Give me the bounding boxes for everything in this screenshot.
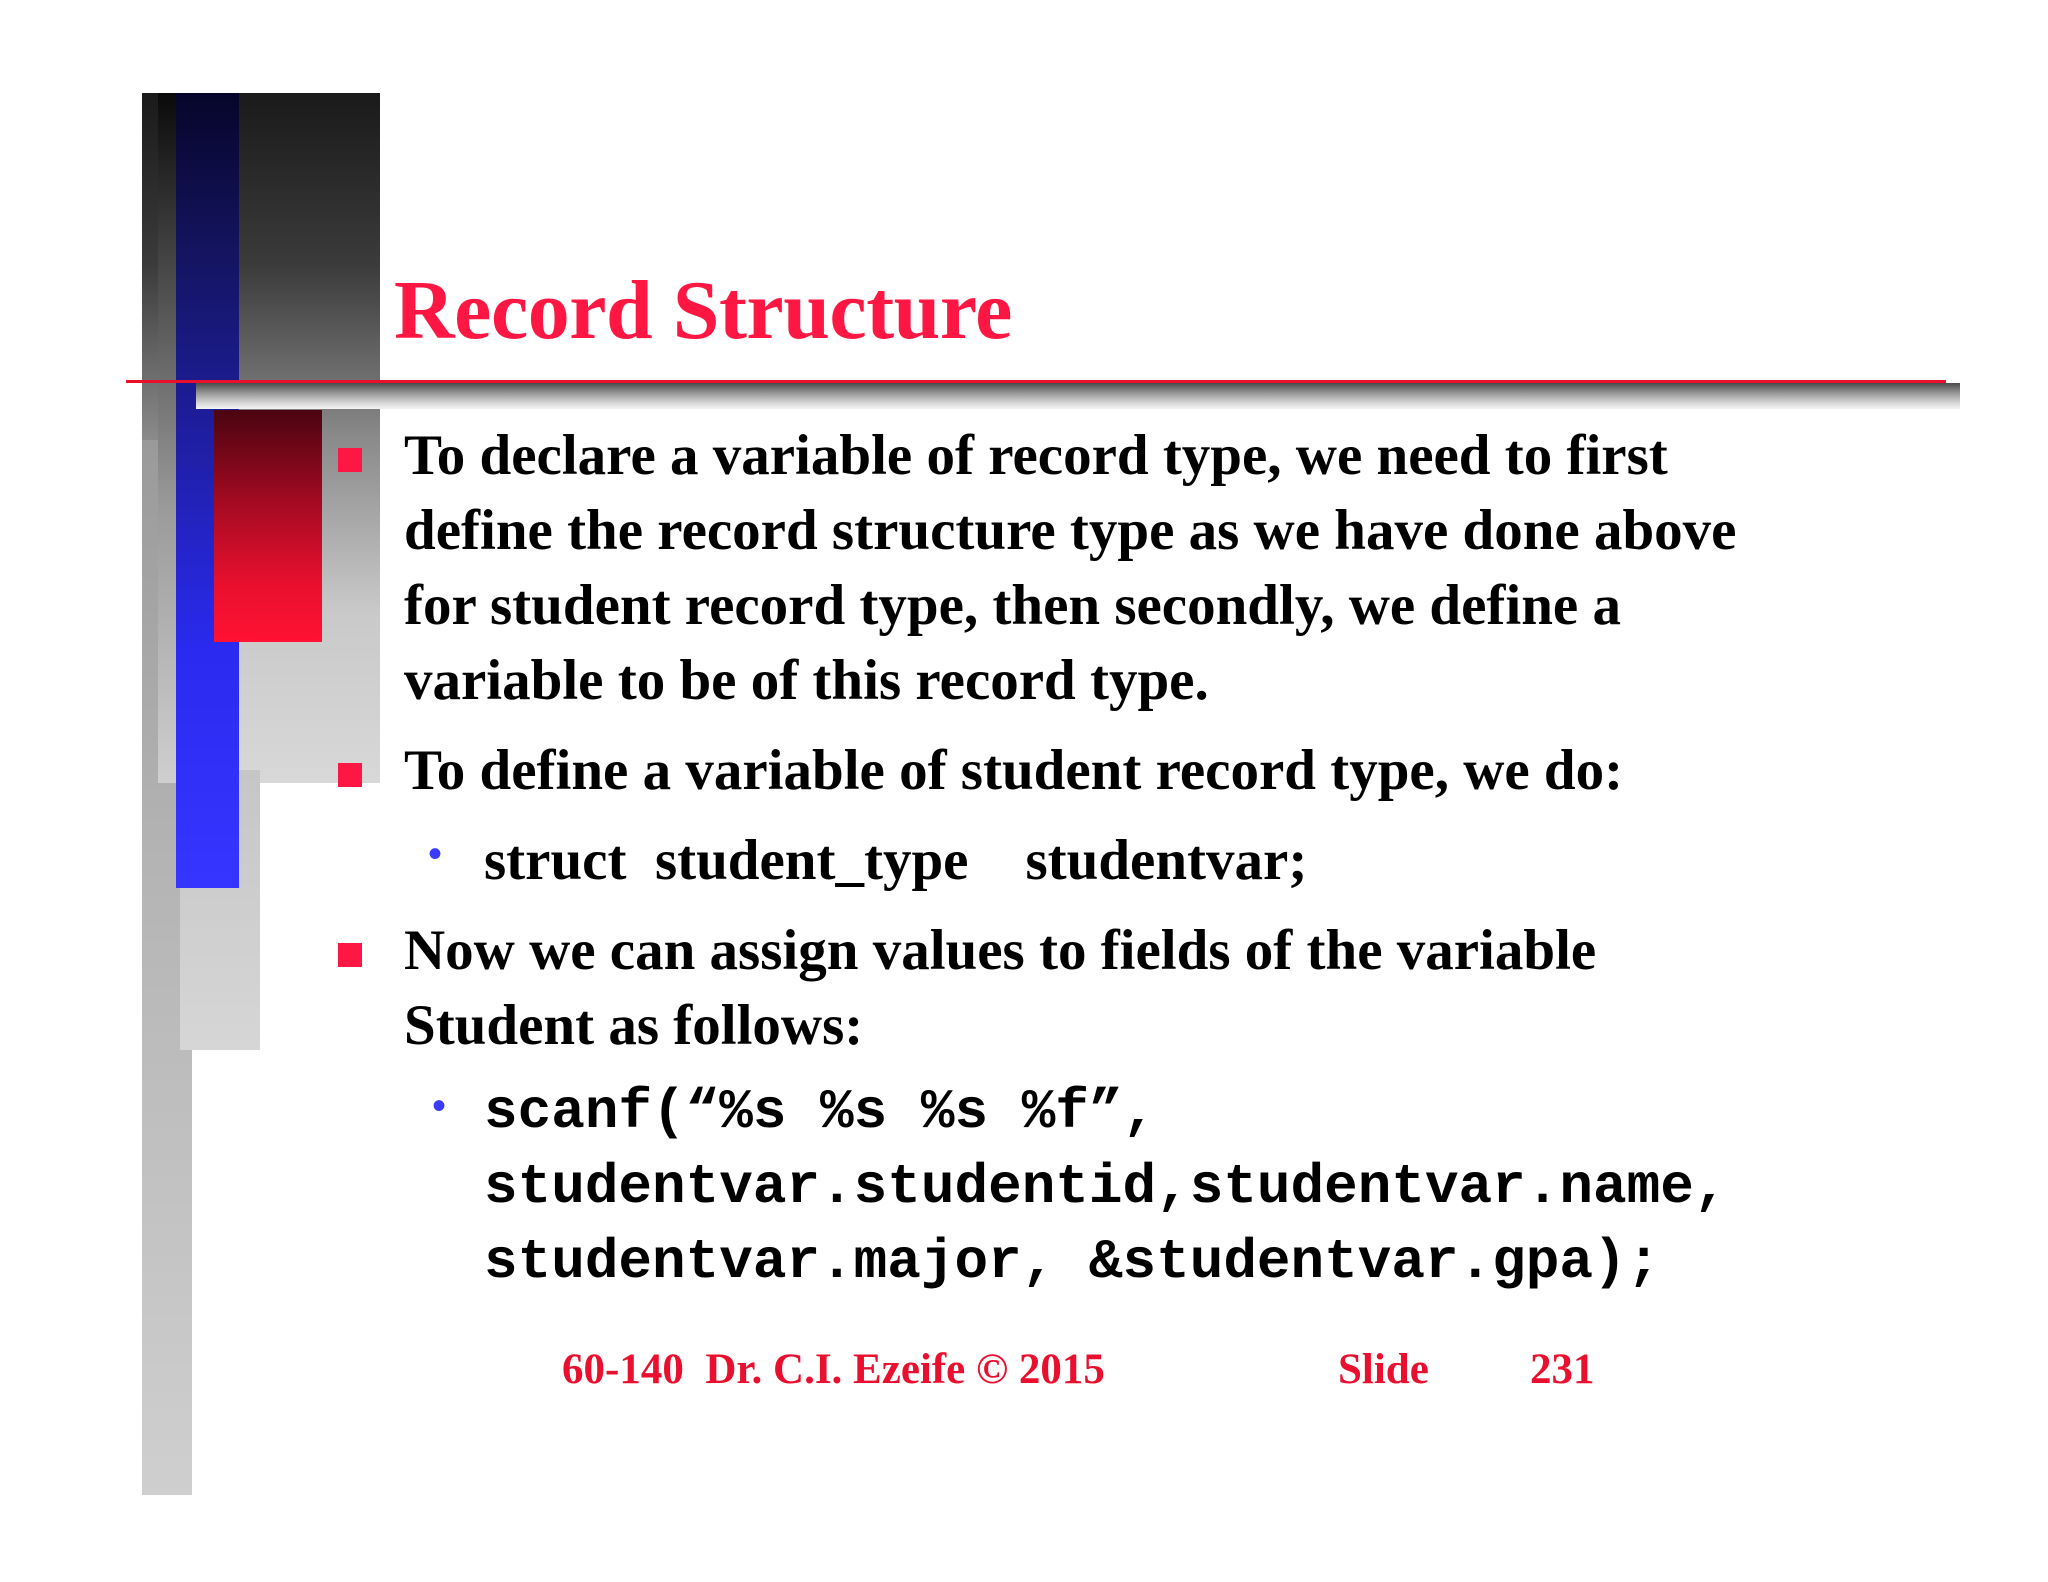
title-underline xyxy=(126,380,1946,383)
title-underline-shadow xyxy=(196,383,1960,409)
decor-dark-stripe xyxy=(158,93,176,783)
slide-title: Record Structure xyxy=(394,264,1012,357)
bullet-square-icon xyxy=(338,448,362,472)
bullet-1-line-2: define the record structure type as we have done above xyxy=(404,499,1737,562)
bullet-1-line-1: To declare a variable of record type, we need to first xyxy=(404,424,1668,487)
bullet-2-line-1: To define a variable of student record type, we do: xyxy=(404,739,1624,802)
decor-red-block xyxy=(214,410,322,642)
bullet-square-icon xyxy=(338,943,362,967)
footer-course: 60-140 Dr. C.I. Ezeife © 2015 xyxy=(562,1346,1105,1393)
bullet-1-line-3: for student record type, then secondly, we define a xyxy=(404,574,1621,637)
bullet-3-line-1: Now we can assign values to fields of the variable xyxy=(404,919,1597,982)
footer-slide-label: Slide xyxy=(1338,1346,1429,1393)
bullet-3-line-2: Student as follows: xyxy=(404,994,864,1057)
footer-slide-number: 231 xyxy=(1530,1346,1595,1393)
code-line-3: studentvar.major, &studentvar.gpa); xyxy=(484,1230,1661,1294)
code-line-1: scanf(“%s %s %s %f”, xyxy=(484,1080,1157,1144)
sub-bullet-dot-icon: • xyxy=(432,1084,447,1128)
code-line-2: studentvar.studentid,studentvar.name, xyxy=(484,1155,1728,1219)
sub-bullet-struct: struct student_type studentvar; xyxy=(484,829,1308,892)
bullet-1-line-4: variable to be of this record type. xyxy=(404,649,1209,712)
sub-bullet-dot-icon: • xyxy=(428,832,443,876)
bullet-square-icon xyxy=(338,763,362,787)
